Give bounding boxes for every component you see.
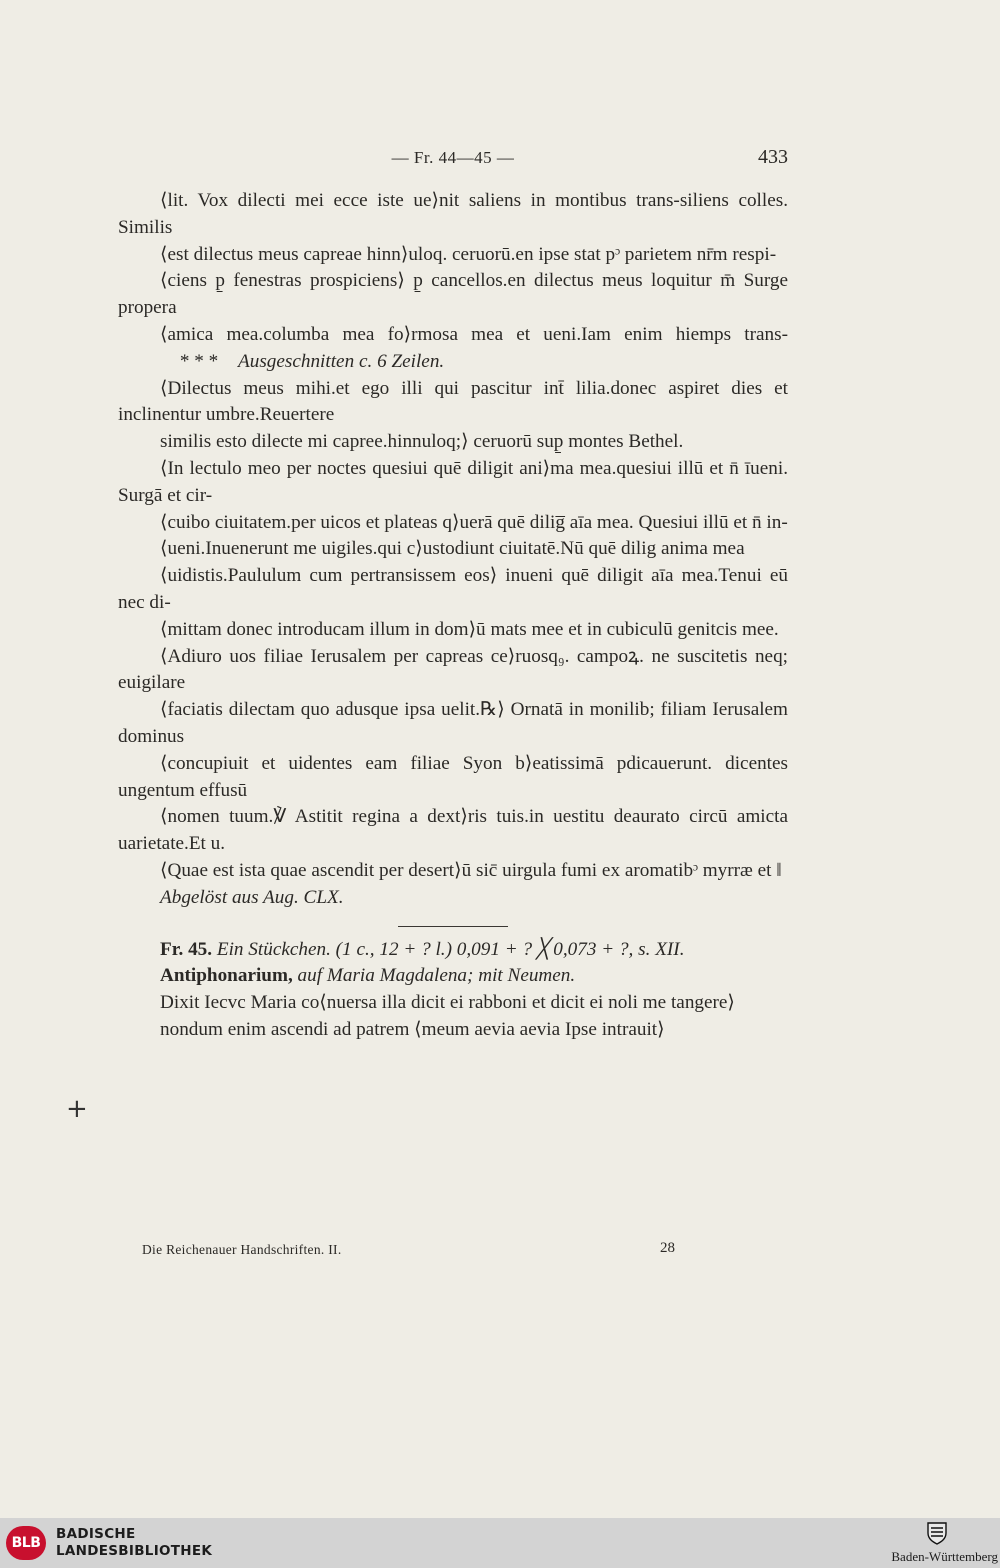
- running-head: [118, 148, 788, 172]
- fr45-description: Ein Stückchen. (1 c., 12 + ? l.) 0,091 + ? ╳ 0,073 + ?, s. XII.: [216, 938, 685, 960]
- margin-mark: +: [66, 1094, 88, 1124]
- running-head-title: — Fr. 44—45 —: [391, 148, 515, 167]
- text-paragraph: ⟨nomen tuum.℣ Astitit regina a dext⟩ris tuis.in uestitu deaurato circū amicta uarietate.Et u.: [118, 806, 788, 855]
- fr45-line: nondum enim ascendi ad patrem ⟨meum aevia aevia Ipse intrauit⟩: [160, 1018, 665, 1040]
- fr45-line: Dixit Iecvc Maria co⟨nuersa illa dicit ei rabboni et dicit ei noli me tangere⟩: [160, 992, 735, 1014]
- text-paragraph: ⟨cuibo ciuitatem.per uicos et plateas q⟩uerā quē dilig̅ aīa mea. Quesiui illū et n̄ in-: [160, 511, 788, 533]
- coat-of-arms-icon: [926, 1521, 948, 1545]
- text-paragraph: ⟨uidistis.Paululum cum pertransissem eos⟩ inueni quē diligit aīa mea.Tenui eū nec di-: [118, 565, 788, 613]
- fr45-title: [118, 963, 788, 990]
- text-paragraph: [118, 322, 788, 376]
- text-paragraph: ⟨Adiuro uos filiae Ierusalem per capreas ce⟩ruosq₉. campoꝝ. ne suscitetis neq; euigilare: [118, 645, 788, 694]
- section-divider: [398, 926, 508, 927]
- fr45-heading: [118, 937, 788, 964]
- body-text: [118, 188, 788, 1044]
- text-paragraph: ⟨In lectulo meo per noctes quesiui quē diligit ani⟩ma mea.quesiui illū et n̄ īueni. Surgā et cir-: [118, 457, 788, 506]
- text-paragraph: ⟨est dilectus meus capreae hinn⟩uloq. ceruorū.en ipse stat pᵓ parietem nr̄m respi-: [160, 243, 777, 265]
- text-paragraph: ⟨ueni.Inuenerunt me uigiles.qui c⟩ustodiunt ciuitatē.Nū quē dilig anima mea: [160, 538, 745, 560]
- text-fragment: ⟨amica mea.columba mea fo⟩rmosa mea et ueni.Iam enim hiemps trans-: [160, 323, 788, 345]
- text-paragraph: similis esto dilecte mi capree.hinnuloq;⟩ ceruorū sup̱ montes Bethel.: [160, 431, 684, 453]
- detached-note: Abgelöst aus Aug. CLX.: [160, 886, 344, 908]
- text-paragraph: ⟨faciatis dilectam quo adusque ipsa uelit.℞⟩ Ornatā in monilib; filiam Ierusalem dominus: [118, 699, 788, 747]
- text-paragraph: ⟨mittam donec introducam illum in dom⟩ū mats mee et in cubiculū genitcis mee.: [160, 618, 779, 640]
- text-paragraph: ⟨concupiuit et uidentes eam filiae Syon b⟩eatissimā pdicauerunt. dicentes ungentum effusū: [118, 752, 788, 801]
- state-name: Baden-Württemberg: [891, 1549, 998, 1564]
- library-banner: [0, 1518, 1000, 1568]
- page-number: 433: [758, 146, 788, 168]
- footer-title: Die Reichenauer Handschriften. II.: [142, 1242, 342, 1257]
- excision-note: Ausgeschnitten c. 6 Zeilen.: [238, 350, 445, 372]
- text-paragraph: ⟨Quae est ista quae ascendit per desert⟩ū sic̄ uirgula fumi ex aromatibᵓ myrræ et ‖: [160, 859, 782, 881]
- fr45-label: Fr. 45.: [160, 938, 213, 960]
- fr45-title-italic: auf Maria Magdalena; mit Neumen.: [297, 965, 576, 987]
- footer-signature: 28: [660, 1240, 675, 1256]
- library-name-line2: LANDESBIBLIOTHEK: [56, 1543, 213, 1559]
- library-name-line1: BADISCHE: [56, 1526, 136, 1542]
- text-paragraph: ⟨ciens p̱ fenestras prospiciens⟩ p̱ cancellos.en dilectus meus loquitur m̄ Surge propera: [118, 270, 788, 319]
- asterisks: * * *: [179, 350, 219, 372]
- fr45-title-bold: Antiphonarium,: [160, 965, 293, 987]
- blb-logo[interactable]: BLB: [6, 1526, 46, 1560]
- library-name: [56, 1526, 212, 1560]
- text-paragraph: ⟨lit. Vox dilecti mei ecce iste ue⟩nit saliens in montibus trans-siliens colles. Similis: [118, 190, 788, 238]
- text-paragraph: ⟨Dilectus meus mihi.et ego illi qui pascitur int̄ lilia.donec aspiret dies et inclinentur umbre.Reuertere: [118, 377, 788, 426]
